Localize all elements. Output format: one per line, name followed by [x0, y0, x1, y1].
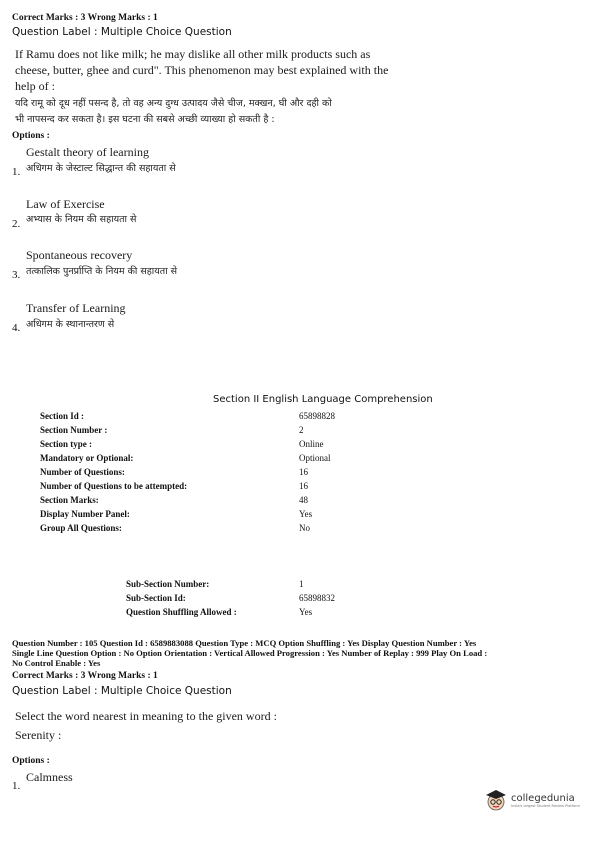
question-text-en-line-2: cheese, butter, ghee and curd". This phenomenon may best explained with the	[15, 63, 389, 77]
num-attempt-value: 16	[299, 481, 308, 491]
logo-name: collegedunia	[511, 792, 575, 804]
option-3-hi: तत्कालिक पुनर्प्राप्ति के नियम की सहायता से	[26, 266, 178, 277]
option-4-number: 4.	[12, 322, 21, 334]
question-text-en-line-3: help of :	[15, 79, 55, 93]
section-marks-value: 48	[299, 495, 308, 505]
correct-wrong-marks: Correct Marks : 3 Wrong Marks : 1	[12, 13, 158, 23]
section-type-value: Online	[299, 439, 324, 449]
group-questions-value: No	[299, 523, 310, 533]
display-panel-label: Display Number Panel:	[40, 509, 130, 519]
q2-option-1-number: 1.	[12, 780, 21, 792]
graduate-mascot-icon	[484, 788, 508, 812]
question-text-hi-line-1: यदि रामू को दूध नहीं पसन्द है, तो वह अन्य दुग्ध उत्पादय जैसे चीज, मक्खन, घी और दही को	[15, 98, 332, 109]
question-2-text: Select the word nearest in meaning to the given word :	[15, 709, 277, 723]
q2-option-1-text: Calmness	[26, 770, 73, 784]
question-meta-line-1: Question Number : 105 Question Id : 6589883088 Question Type : MCQ Option Shuffling : Yes Display Question Number : Yes	[12, 638, 477, 648]
collegedunia-logo	[484, 788, 580, 812]
option-2-number: 2.	[12, 218, 21, 230]
shuffling-label: Question Shuffling Allowed :	[126, 607, 237, 617]
options-heading: Options :	[12, 131, 50, 141]
correct-wrong-marks-2: Correct Marks : 3 Wrong Marks : 1	[12, 671, 158, 681]
section-marks-label: Section Marks:	[40, 495, 99, 505]
subsection-number-label: Sub-Section Number:	[126, 579, 210, 589]
section-id-value: 65898828	[299, 411, 335, 421]
options-heading-2: Options :	[12, 756, 50, 766]
section-type-label: Section type :	[40, 439, 92, 449]
section-id-label: Section Id :	[40, 411, 85, 421]
section-number-label: Section Number :	[40, 425, 108, 435]
option-4-en: Transfer of Learning	[26, 301, 126, 315]
question-label: Question Label : Multiple Choice Question	[12, 26, 232, 38]
question-label-2: Question Label : Multiple Choice Question	[12, 685, 232, 697]
subsection-id-label: Sub-Section Id:	[126, 593, 186, 603]
option-2-en: Law of Exercise	[26, 197, 105, 211]
option-1-number: 1.	[12, 166, 21, 178]
num-questions-label: Number of Questions:	[40, 467, 125, 477]
subsection-id-value: 65898832	[299, 593, 335, 603]
option-4-hi: अधिगम के स्थानान्तरण से	[26, 319, 115, 330]
question-2-word: Serenity :	[15, 728, 62, 742]
group-questions-label: Group All Questions:	[40, 523, 122, 533]
question-meta-line-3: No Control Enable : Yes	[12, 658, 101, 668]
mandatory-value: Optional	[299, 453, 331, 463]
question-text-en-line-1: If Ramu does not like milk; he may dislike all other milk products such as	[15, 47, 371, 61]
num-questions-value: 16	[299, 467, 308, 477]
question-meta-line-2: Single Line Question Option : No Option Orientation : Vertical Allowed Progression : Yes Number of Replay : 999 Play On Load :	[12, 648, 488, 658]
option-1-en: Gestalt theory of learning	[26, 145, 149, 159]
section-title: Section II English Language Comprehension	[213, 394, 433, 405]
option-3-en: Spontaneous recovery	[26, 248, 133, 262]
question-text-hi-line-2: भी नापसन्द कर सकता है। इस घटना की सबसे अच्छी व्याख्या हो सकती है :	[15, 114, 275, 125]
num-attempt-label: Number of Questions to be attempted:	[40, 481, 188, 491]
logo-tagline: India's largest Student Review Platform	[511, 803, 580, 808]
shuffling-value: Yes	[299, 607, 313, 617]
section-number-value: 2	[299, 425, 304, 435]
option-1-hi: अधिगम के जेस्टाल्ट सिद्धान्त की सहायता से	[26, 163, 176, 174]
subsection-number-value: 1	[299, 579, 304, 589]
option-3-number: 3.	[12, 269, 21, 281]
display-panel-value: Yes	[299, 509, 313, 519]
option-2-hi: अभ्यास के नियम की सहायता से	[26, 214, 137, 225]
mandatory-label: Mandatory or Optional:	[40, 453, 134, 463]
